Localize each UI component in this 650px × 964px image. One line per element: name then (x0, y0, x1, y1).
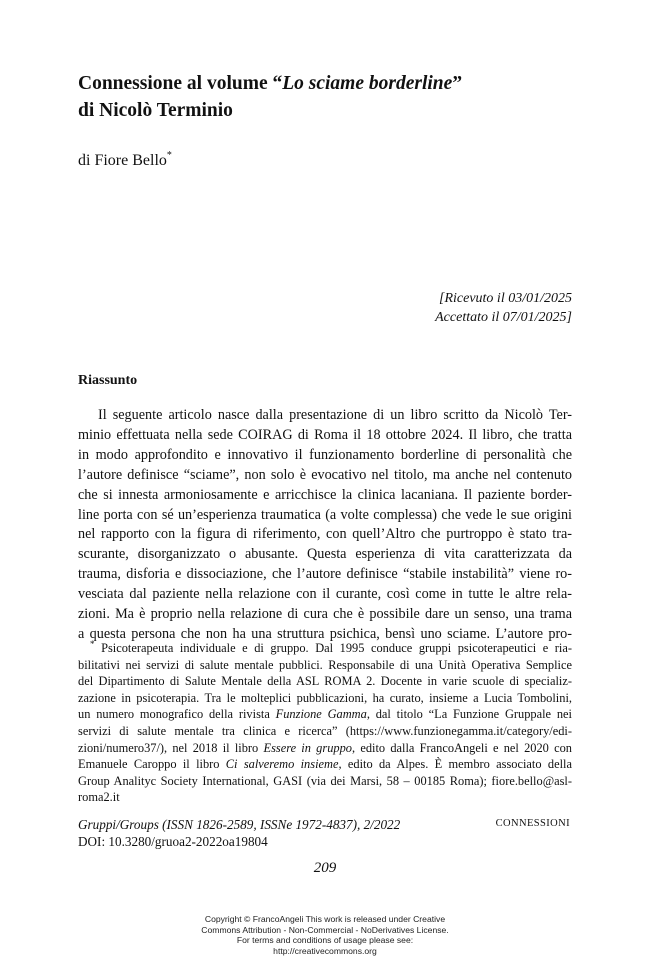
abstract-line: trauma, disforia e dissociazione, che l’autore definisce “stabile instabilità” viene ro- (78, 566, 572, 583)
footnote-line: Group Analityc Society International, GASI (via dei Marsi, 58 – 00185 Roma); fiore.bello@asl- (78, 773, 572, 788)
abstract-line: Il seguente articolo nasce dalla presentazione di un libro scritto da Nicolò Ter- (98, 407, 572, 423)
author-footnote (78, 636, 572, 806)
accepted-date: Accettato il 07/01/2025] (435, 310, 572, 325)
license-line: Commons Attribution - Non-Commercial - NoDerivatives License. (201, 924, 449, 935)
license-link[interactable]: http://creativecommons.org (273, 945, 377, 956)
book-title: Lo sciame borderline (282, 73, 453, 94)
abstract-line: minio effettuata nella sede COIRAG di Roma il 18 ottobre 2024. Il libro, che tratta (78, 426, 572, 443)
abstract-line: in modo approfondito e innovativo il funzionamento borderline di personalità che (78, 446, 572, 463)
title-line-1: Connessione al volume “Lo sciame borderline” (78, 73, 463, 94)
doi-link[interactable]: DOI: 10.3280/gruoa2-2022oa19804 (78, 834, 268, 849)
footnote-marker: * (90, 639, 95, 649)
abstract-line: scurante, disorganizzato o abusante. Questa esperienza di vita caratterizzata da (78, 546, 572, 563)
license-line: Copyright © FrancoAngeli This work is released under Creative (204, 914, 446, 924)
abstract-heading: Riassunto (78, 373, 138, 388)
footnote-line: bilitativi nei servizi di salute mentale pubblici. Responsabile di una Unità Operativa Semplice (78, 657, 572, 672)
footnote-line: servizi di salute mentale tra clinica e ricerca” (https://www.funzionegamma.it/category/edi- (78, 723, 572, 738)
title-line-2: di Nicolò Terminio (78, 100, 233, 121)
page-number: 209 (313, 860, 337, 876)
received-dates (435, 289, 572, 327)
journal-info (78, 816, 400, 850)
abstract-line: a questa persona che non ha una struttura psichica, bensì uno sciame. L’autore pro- (78, 625, 572, 642)
journal-citation: Gruppi/Groups (ISSN 1826-2589, ISSNe 1972-4837), 2/2022 (78, 817, 401, 832)
abstract-line: vesciata dal paziente nella relazione con il curante, così come in tutte le altre rela- (78, 586, 572, 603)
received-date: [Ricevuto il 03/01/2025 (439, 291, 572, 306)
abstract-line: l’autore definisce “sciame”, non solo è evocativo nel titolo, ma anche nel contenuto (78, 466, 572, 483)
article-title (78, 70, 598, 124)
abstract-line: che si innesta armoniosamente e arricchisce la clinica lacaniana. Il paziente border- (78, 486, 572, 503)
license-notice (0, 914, 650, 956)
footnote-line: * Psicoterapeuta individuale e di gruppo. Dal 1995 conduce gruppi psicoterapeutici e ria- (90, 639, 572, 655)
footnote-line: roma2.it (78, 790, 120, 805)
author-name: di Fiore Bello (78, 152, 167, 169)
abstract-line: zioni. Ma è proprio nella relazione di cura che è possibile dare un senso, una trama (78, 606, 572, 623)
author-byline (78, 150, 172, 170)
section-label: CONNESSIONI (495, 818, 570, 829)
footnote-line: un numero monografico della rivista Funzione Gamma, dal titolo “La Funzione Gruppale nei (78, 707, 573, 722)
footnote-line: zazione in psicoterapia. Tra le molteplici pubblicazioni, ha curato, insieme a Lucia Tombolini, (78, 690, 572, 705)
footnote-line: Emanuele Caroppo il libro Ci salveremo insieme, edito da Alpes. È membro associato della (78, 757, 572, 772)
abstract-line: nel rapporto con la figura di riferimento, con quell’Altro che purtroppo è stato tra- (78, 526, 572, 543)
footnote-mark[interactable]: * (166, 150, 172, 161)
footnote-line: zioni/numero37/), nel 2018 il libro Essere in gruppo, edito dalla FrancoAngeli e nel 2020 con (78, 740, 572, 755)
footnote-line: del Dipartimento di Salute Mentale della ASL ROMA 2. Docente in varie scuole di specializ- (78, 674, 572, 689)
abstract-line: line porta con sé un’esperienza traumatica (a volte complessa) che vede le sue origini (78, 506, 572, 523)
abstract-body (78, 406, 572, 645)
license-line: For terms and conditions of usage please see: (236, 935, 414, 946)
